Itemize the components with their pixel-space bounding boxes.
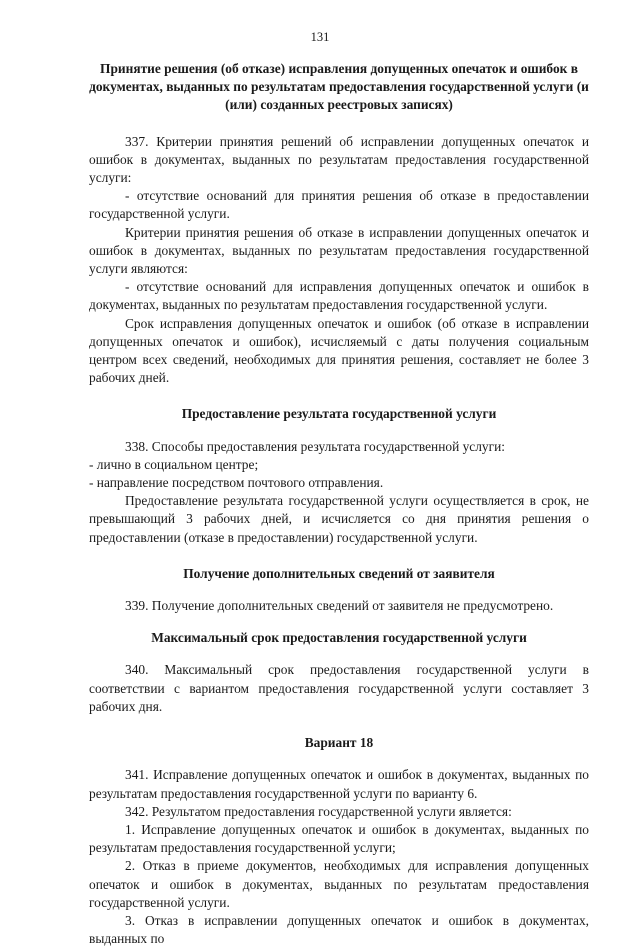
paragraph-341: 341. Исправление допущенных опечаток и ошибок в документах, выданных по результатам предоставления государственной услуги по варианту 6. (89, 767, 589, 801)
paragraph-338: 338. Способы предоставления результата государственной услуги: (125, 438, 505, 454)
paragraph-337-bullet-1: - отсутствие оснований для принятия решения об отказе в предоставлении государственной услуги. (89, 188, 589, 222)
paragraph-340: 340. Максимальный срок предоставления государственной услуги в соответствии с вариантом предоставления государственной услуги составляет 3 рабочих дня. (89, 662, 589, 714)
paragraph-339: 339. Получение дополнительных сведений от заявителя не предусмотрено. (125, 598, 554, 614)
paragraph-342-item-3: 3. Отказ в исправлении допущенных опечаток и ошибок в документах, выданных по (89, 912, 589, 947)
section-heading-additional-info: Получение дополнительных сведений от заявителя (183, 565, 495, 581)
paragraph-338-term: Предоставление результата государственной услуги осуществляется в срок, не превышающий 3 рабочих дней, и исчисляется со дня принятия решения о предоставлении (отказе в предоставлении) государственной услуги. (89, 493, 589, 545)
paragraph-342-item-1: 1. Исправление допущенных опечаток и ошибок в документах, выданных по результатам предоставления государственной услуги; (89, 821, 589, 856)
paragraph-337-bullet-2: - отсутствие оснований для исправления допущенных опечаток и ошибок в документах, выданных по результатам предоставления государственной услуги. (89, 279, 589, 313)
paragraph-342: 342. Результатом предоставления государственной услуги является: (125, 803, 512, 819)
page-content (89, 60, 589, 948)
page-number: 131 (310, 30, 330, 44)
section-heading-max-term: Максимальный срок предоставления государственной услуги (151, 630, 527, 646)
section-heading-variant-18: Вариант 18 (304, 735, 374, 751)
section-heading-decision: Принятие решения (об отказе) исправления допущенных опечаток и ошибок в документах, выданных по результатам предоставления государственной услуги (и (или) созданных реестровых записях) (89, 61, 589, 113)
paragraph-338-bullet-2: - направление посредством почтового отправления. (89, 475, 384, 491)
paragraph-337-criteria-refusal: Критерии принятия решения об отказе в исправлении допущенных опечаток и ошибок в документах, выданных по результатам предоставления государственной услуги являются: (89, 224, 589, 277)
section-heading-result: Предоставление результата государственной услуги (181, 406, 497, 422)
paragraph-337: 337. Критерии принятия решений об исправлении допущенных опечаток и ошибок в документах, выданных по результатам предоставления государственной услуги: (89, 133, 589, 186)
paragraph-337-term: Срок исправления допущенных опечаток и ошибок (об отказе в исправлении допущенных опечаток и ошибок), исчисляемый с даты получения социальным центром всех сведений, необходимых для принятия решения, составляет не более 3 рабочих дней. (89, 315, 589, 386)
paragraph-342-item-2: 2. Отказ в приеме документов, необходимых для исправления допущенных опечаток и ошибок в документах, выданных по результатам предоставления государственной услуги. (89, 858, 589, 910)
paragraph-338-bullet-1: - лично в социальном центре; (89, 456, 259, 472)
